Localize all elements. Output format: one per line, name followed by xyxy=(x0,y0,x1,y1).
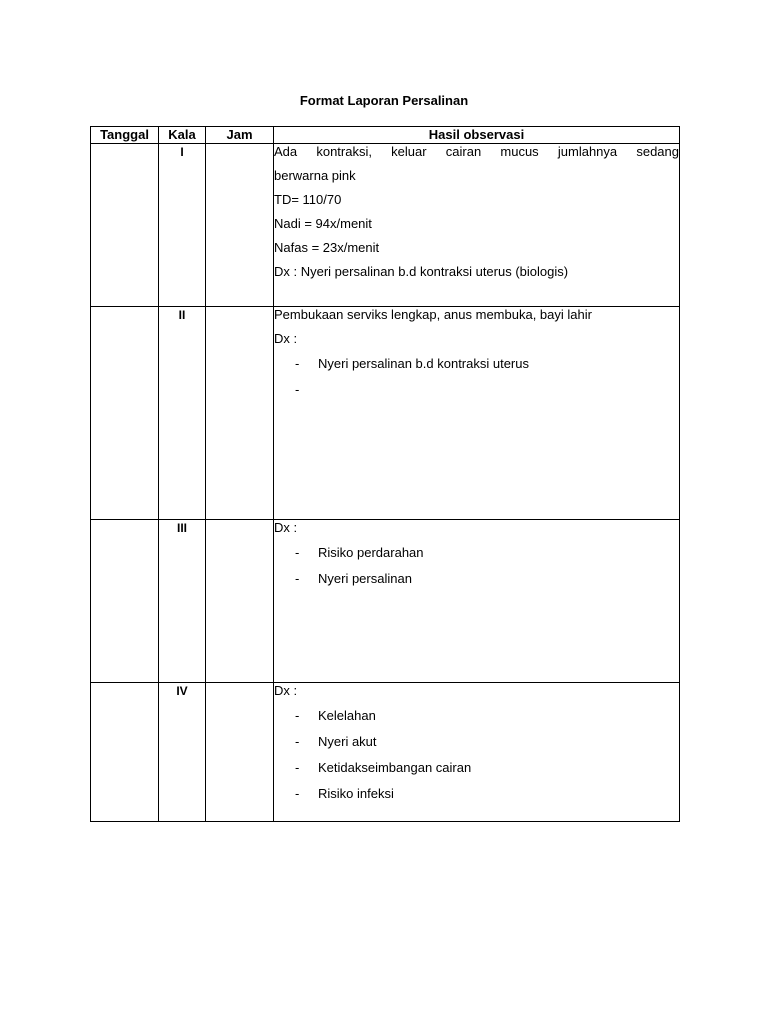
cell-hasil-observasi xyxy=(274,683,680,822)
observation-line: TD= 110/70 xyxy=(274,192,342,207)
header-tanggal: Tanggal xyxy=(91,127,159,144)
cell-jam xyxy=(206,144,274,307)
dx-item-text: Risiko infeksi xyxy=(318,786,394,801)
observation-line: Nadi = 94x/menit xyxy=(274,216,372,231)
cell-tanggal xyxy=(91,683,159,822)
dx-list-item xyxy=(274,377,679,403)
observation-line: berwarna pink xyxy=(274,168,356,183)
dx-list-item xyxy=(274,755,679,781)
dx-item-text: Kelelahan xyxy=(318,708,376,723)
table-row xyxy=(91,144,680,307)
observation-line: Pembukaan serviks lengkap, anus membuka, bayi lahir xyxy=(274,307,592,322)
dash-bullet: - xyxy=(295,760,300,775)
dx-list-item xyxy=(274,703,679,729)
dash-bullet: - xyxy=(295,356,300,371)
dx-list-item xyxy=(274,729,679,755)
observation-line: Nafas = 23x/menit xyxy=(274,240,380,255)
dash-bullet: - xyxy=(295,545,300,560)
dx-item-text: Risiko perdarahan xyxy=(318,545,424,560)
observation-line: Ada kontraksi, keluar cairan mucus jumlahnya sedang xyxy=(274,144,679,159)
cell-tanggal xyxy=(91,144,159,307)
cell-kala: III xyxy=(159,520,206,683)
dx-item-text: Nyeri persalinan b.d kontraksi uterus xyxy=(318,356,529,371)
table-row xyxy=(91,307,680,520)
cell-jam xyxy=(206,520,274,683)
cell-hasil-observasi xyxy=(274,307,680,520)
dx-item-text: Ketidakseimbangan cairan xyxy=(318,760,472,775)
dx-item-text: Nyeri persalinan xyxy=(318,571,412,586)
dash-bullet: - xyxy=(295,708,300,723)
header-hasil-observasi: Hasil observasi xyxy=(274,127,680,144)
cell-kala: I xyxy=(159,144,206,307)
page-title: Format Laporan Persalinan xyxy=(299,93,469,108)
dx-list-item xyxy=(274,540,679,566)
dx-label: Dx : xyxy=(274,683,298,698)
cell-kala: II xyxy=(159,307,206,520)
dx-list-item xyxy=(274,566,679,592)
dx-label: Dx : xyxy=(274,520,298,535)
dx-label: Dx : xyxy=(274,331,298,346)
observation-line: Dx : Nyeri persalinan b.d kontraksi uterus (biologis) xyxy=(274,264,569,279)
cell-hasil-observasi xyxy=(274,144,680,307)
dx-list-item xyxy=(274,351,679,377)
cell-hasil-observasi xyxy=(274,520,680,683)
cell-tanggal xyxy=(91,520,159,683)
cell-tanggal xyxy=(91,307,159,520)
cell-kala: IV xyxy=(159,683,206,822)
table-row xyxy=(91,520,680,683)
header-jam: Jam xyxy=(206,127,274,144)
dx-item-text: Nyeri akut xyxy=(318,734,377,749)
dash-bullet: - xyxy=(295,786,300,801)
cell-jam xyxy=(206,683,274,822)
header-kala: Kala xyxy=(159,127,206,144)
report-table xyxy=(90,126,680,822)
dash-bullet: - xyxy=(295,382,300,397)
table-row xyxy=(91,683,680,822)
dash-bullet: - xyxy=(295,734,300,749)
dash-bullet: - xyxy=(295,571,300,586)
cell-jam xyxy=(206,307,274,520)
dx-list-item xyxy=(274,781,679,807)
